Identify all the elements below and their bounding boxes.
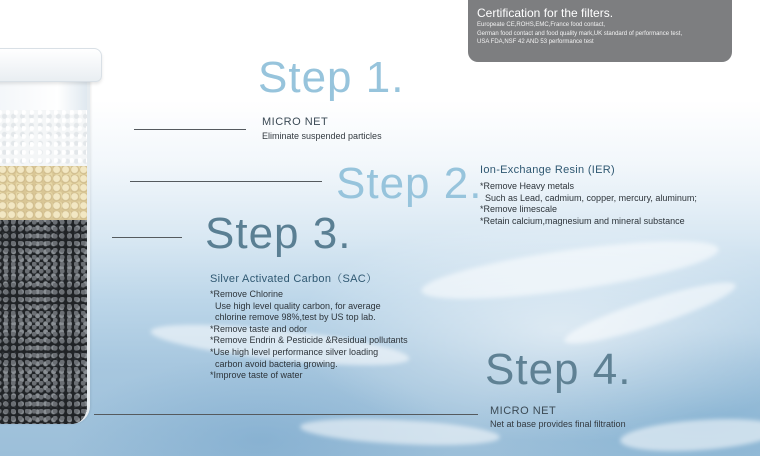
step-3-feature: *Remove taste and odor <box>210 323 308 334</box>
step-3-feature: *Remove Chlorine <box>210 289 284 299</box>
certification-box <box>468 0 732 62</box>
certification-line: German food contact and food quality mark,UK standard of performance test, <box>477 30 683 37</box>
step-3-title: Silver Activated Carbon（SAC） <box>210 273 378 285</box>
water-splash <box>300 415 501 449</box>
step-3-heading: Step 3. <box>205 209 352 258</box>
step-3-feature: *Improve taste of water <box>210 370 303 381</box>
step-2-title: Ion-Exchange Resin (IER) <box>480 164 615 176</box>
certification-line: USA FDA,NSF 42 AND 53 performance test <box>477 39 594 45</box>
filter-cartridge-illustration <box>0 48 102 424</box>
step-2-leader-line <box>130 181 322 182</box>
step-2-feature: *Retain calcium,magnesium and mineral substance <box>480 215 685 226</box>
cartridge-rim <box>0 48 102 82</box>
step-4-title: MICRO NET <box>490 405 557 417</box>
step-1-description: Eliminate suspended particles <box>262 131 382 141</box>
carbon-layer <box>0 220 87 424</box>
step-1-heading: Step 1. <box>258 53 405 102</box>
step-4-heading: Step 4. <box>485 345 632 394</box>
step-3-feature: Use high level quality carbon, for average <box>215 300 381 311</box>
step-3-feature-list <box>210 289 408 382</box>
step-2-feature: *Remove limescale <box>480 204 558 215</box>
step-2-heading: Step 2. <box>336 159 483 208</box>
step-3-feature: *Remove Endrin & Pesticide &Residual pollutants <box>210 335 408 346</box>
cartridge-body <box>0 68 90 424</box>
step-1-leader-line <box>134 129 246 130</box>
step-1-title: MICRO NET <box>262 116 329 128</box>
step-3-feature: chlorine remove 98%,test by US top lab. <box>215 312 376 323</box>
certification-line: Europeate CE,ROHS,EMC,France food contact, <box>477 22 606 28</box>
water-splash <box>619 414 760 455</box>
step-2-feature: *Remove Heavy metals <box>480 181 575 191</box>
step-4-leader-line <box>94 414 478 415</box>
step-2-feature-list <box>480 181 697 227</box>
resin-layer <box>0 166 87 220</box>
step-3-feature: carbon avoid bacteria growing. <box>215 358 338 369</box>
step-2-feature: Such as Lead, cadmium, copper, mercury, aluminum; <box>485 192 697 203</box>
step-4-description: Net at base provides final filtration <box>490 419 626 429</box>
step-3-feature: *Use high level performance silver loading <box>210 346 379 357</box>
step-3-leader-line <box>112 237 182 238</box>
certification-title: Certification for the filters. <box>477 6 614 20</box>
micro-net-layer <box>0 110 87 166</box>
